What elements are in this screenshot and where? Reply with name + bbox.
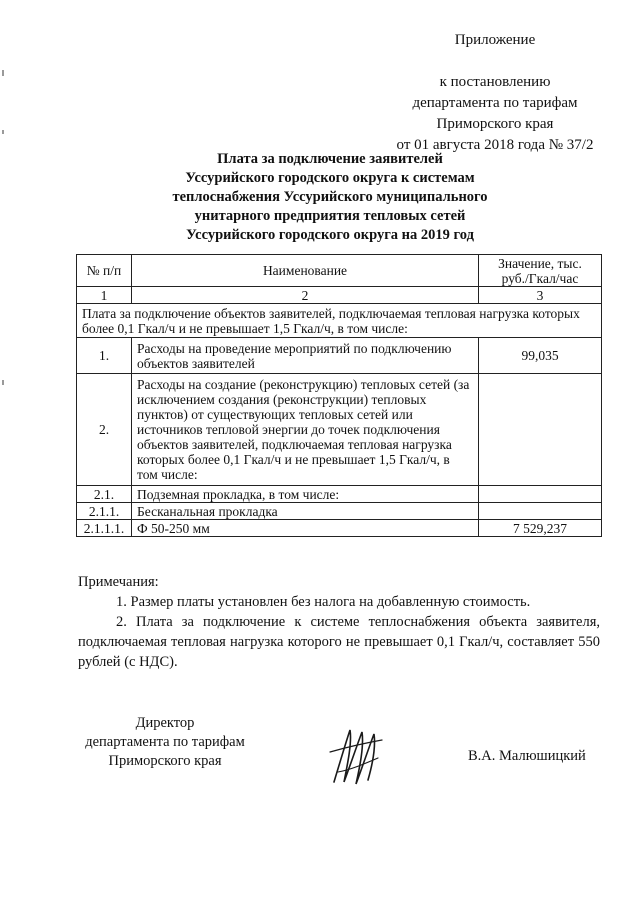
header-name: Наименование [132, 255, 479, 287]
title-line: Уссурийского городского округа на 2019 год [186, 227, 474, 243]
row-num: 1. [77, 338, 132, 374]
row-name: Подземная прокладка, в том числе: [132, 486, 479, 503]
row-num: 2. [77, 374, 132, 486]
header-value: Значение, тыс. руб./Гкал/час [479, 255, 602, 287]
row-value: 99,035 [479, 338, 602, 374]
table-row [77, 503, 602, 520]
row-name: Бесканальная прокладка [132, 503, 479, 520]
table-row [77, 520, 602, 537]
row-value [479, 486, 602, 503]
scan-edge-mark [2, 380, 4, 385]
position-line: департамента по тарифам [85, 734, 245, 750]
table-row [77, 374, 602, 486]
title-line: унитарного предприятия тепловых сетей [194, 208, 466, 224]
signatory-position [60, 714, 270, 771]
title-line: теплоснабжения Уссурийского муниципального [172, 189, 488, 205]
notes-heading: Примечания: [78, 574, 159, 590]
annex-label: Приложение [454, 32, 536, 48]
annex-line: департамента по тарифам [412, 95, 578, 111]
table-section-row [77, 304, 602, 338]
title-line: Плата за подключение заявителей [217, 151, 443, 167]
document-title [110, 150, 550, 245]
table-row [77, 338, 602, 374]
annex-line: к постановлению [439, 74, 551, 90]
annex-line: Приморского края [436, 116, 554, 132]
title-line: Уссурийского городского округа к системам [185, 170, 475, 186]
annex-header [380, 30, 610, 156]
row-value [479, 503, 602, 520]
position-line: Приморского края [108, 753, 222, 769]
table-row [77, 486, 602, 503]
header-number: 2 [132, 287, 479, 304]
row-value: 7 529,237 [479, 520, 602, 537]
scan-edge-mark [2, 130, 4, 134]
tariff-table [76, 254, 602, 537]
annex-line: от 01 августа 2018 года № 37/2 [396, 137, 594, 153]
handwritten-signature [320, 722, 390, 792]
table-header-row [77, 255, 602, 287]
row-name: Расходы на создание (реконструкцию) тепловых сетей (за исключением создания (реконструкции) тепловых пунктов) от существующих тепловых сетей или источников тепловой энергии до точек подключения объектов заявителей, подключаемая тепловая нагрузка которых более 0,1 Гкал/ч и не превышает 1,5 Гкал/ч, в том числе: [132, 374, 479, 486]
header-number: 1 [77, 287, 132, 304]
row-num: 2.1.1. [77, 503, 132, 520]
row-num: 2.1. [77, 486, 132, 503]
row-name: Ф 50-250 мм [132, 520, 479, 537]
row-value [479, 374, 602, 486]
section-text: Плата за подключение объектов заявителей, подключаемая тепловая нагрузка которых более 0,1 Гкал/ч и не превышает 1,5 Гкал/ч, в том числе: [77, 304, 602, 338]
scan-edge-mark [2, 70, 4, 76]
header-number: 3 [479, 287, 602, 304]
note-item: 1. Размер платы установлен без налога на добавленную стоимость. [116, 594, 531, 610]
signatory-name: В.А. Малюшицкий [468, 748, 586, 764]
notes-block [78, 572, 600, 672]
row-name: Расходы на проведение мероприятий по подключению объектов заявителей [132, 338, 479, 374]
position-line: Директор [135, 715, 195, 731]
row-num: 2.1.1.1. [77, 520, 132, 537]
note-item: 2. Плата за подключение к системе теплоснабжения объекта заявителя, подключаемая тепловая нагрузка которого не превышает 0,1 Гкал/ч, составляет 550 рублей (с НДС). [78, 614, 600, 670]
table-header-numbers-row [77, 287, 602, 304]
header-num: № п/п [77, 255, 132, 287]
